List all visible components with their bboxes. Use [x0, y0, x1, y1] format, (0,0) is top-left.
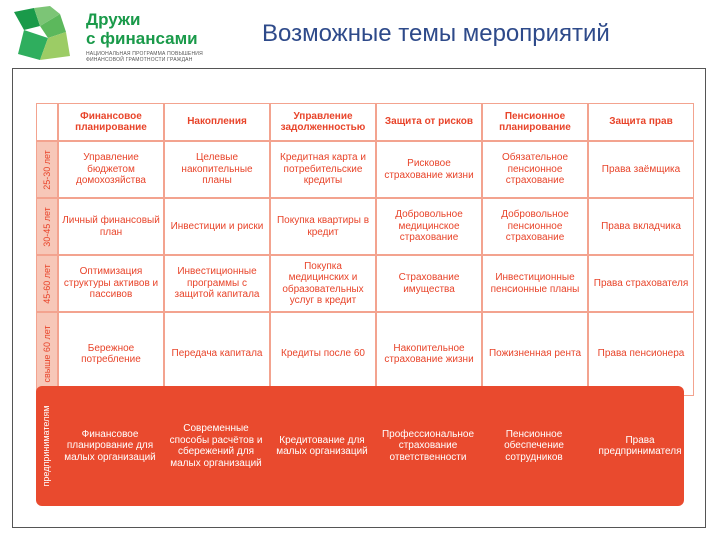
brand-name-line2: с финансами [86, 29, 198, 48]
row-label-business [36, 386, 56, 506]
row-label-over-60 [37, 313, 57, 395]
column-header-risk-protection: Защита от рисков [377, 104, 481, 140]
table-cell: Инвестиции и риски [165, 199, 269, 254]
table-cell: Кредиты после 60 [271, 313, 375, 395]
topics-table [37, 104, 693, 395]
business-block [36, 386, 684, 506]
business-cell: Современные способы расчётов и сбережений для малых организаций [169, 423, 263, 469]
row-label-text: 45-60 лет [42, 263, 52, 304]
row-label-45-60 [37, 256, 57, 311]
row-label-text: 25-30 лет [42, 149, 52, 190]
brand-subtitle-line1: НАЦИОНАЛЬНАЯ ПРОГРАММА ПОВЫШЕНИЯ [86, 51, 203, 57]
table-cell: Инвестиционные пенсионные планы [483, 256, 587, 311]
table-cell: Бережное потребление [59, 313, 163, 395]
brand-name-line1: Дружи [86, 10, 141, 29]
row-label-text: предпринимателям [41, 405, 51, 487]
business-cell: Профессиональное страхование ответственности [381, 428, 475, 463]
logo [10, 6, 230, 64]
business-cell: Пенсионное обеспечение сотрудников [504, 428, 564, 463]
table-cell: Управление бюджетом домохозяйства [59, 142, 163, 197]
table-cell: Права пенсионера [589, 313, 693, 395]
business-cell: Финансовое планирование для малых организаций [64, 428, 156, 463]
table-cell: Рисковое страхование жизни [377, 142, 481, 197]
row-label-text: 30-45 лет [42, 206, 52, 247]
business-cell: Права предпринимателя [598, 434, 682, 457]
brand-subtitle-line2: ФИНАНСОВОЙ ГРАМОТНОСТИ ГРАЖДАН [86, 57, 193, 63]
table-cell: Покупка медицинских и образовательных услуг в кредит [271, 256, 375, 311]
table-cell: Пожизненная рента [483, 313, 587, 395]
row-label-30-45 [37, 199, 57, 254]
table-cell: Кредитная карта и потребительские кредиты [271, 142, 375, 197]
row-label-text: свыше 60 лет [42, 325, 52, 383]
table-cell: Инвестиционные программы с защитой капитала [165, 256, 269, 311]
table-cell: Целевые накопительные планы [165, 142, 269, 197]
table-cell: Добровольное пенсионное страхование [483, 199, 587, 254]
column-header-savings: Накопления [165, 104, 269, 140]
table-cell: Права вкладчика [589, 199, 693, 254]
column-header-debt-management: Управление задолженностью [271, 104, 375, 140]
table-cell: Права страхователя [589, 256, 693, 311]
table-cell: Страхование имущества [377, 256, 481, 311]
table-corner [37, 104, 57, 140]
table-cell: Права заёмщика [589, 142, 693, 197]
table-cell: Накопительное страхование жизни [377, 313, 481, 395]
column-header-pension-planning: Пенсионное планирование [483, 104, 587, 140]
column-header-financial-planning: Финансовое планирование [59, 104, 163, 140]
table-cell: Обязательное пенсионное страхование [483, 142, 587, 197]
column-header-rights-protection: Защита прав [589, 104, 693, 140]
table-cell: Личный финансовый план [59, 199, 163, 254]
business-cell: Кредитование для малых организаций [276, 434, 368, 457]
business-cells [58, 386, 692, 506]
header [0, 0, 720, 66]
table-cell: Оптимизация структуры активов и пассивов [59, 256, 163, 311]
table-cell: Добровольное медицинское страхование [377, 199, 481, 254]
page-title: Возможные темы мероприятий [262, 20, 610, 47]
logo-mark-icon [10, 6, 74, 64]
table-cell: Покупка квартиры в кредит [271, 199, 375, 254]
row-label-25-30 [37, 142, 57, 197]
table-cell: Передача капитала [165, 313, 269, 395]
